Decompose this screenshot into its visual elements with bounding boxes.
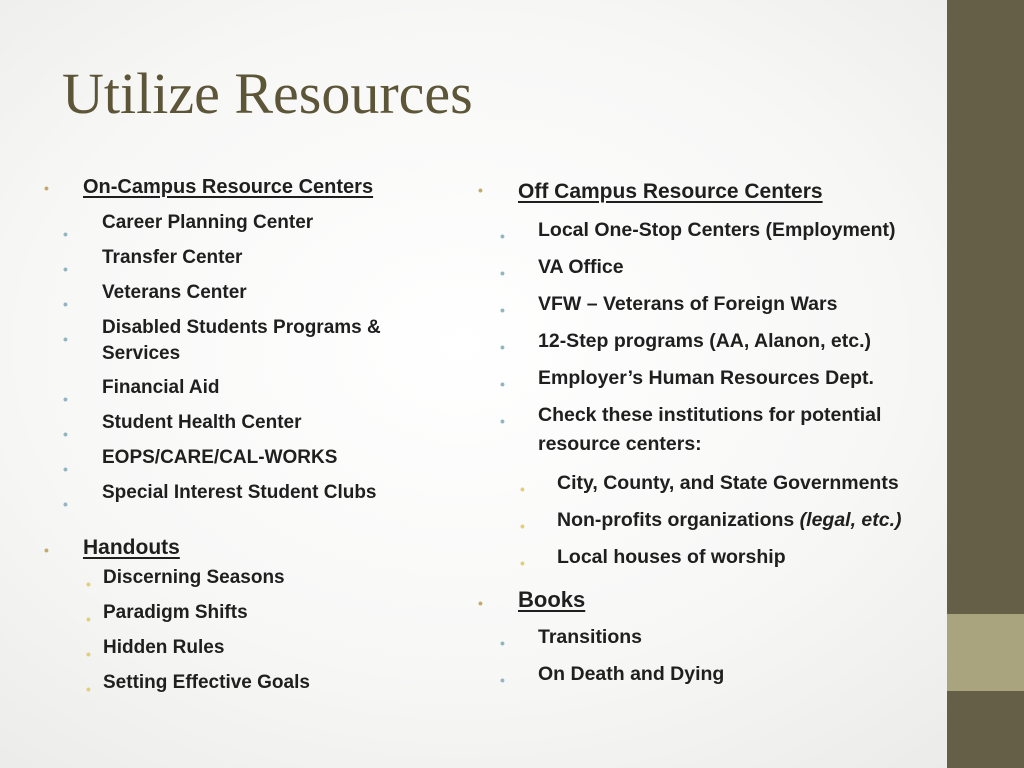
bullet-icon: • [63, 426, 68, 442]
slide-title: Utilize Resources [62, 61, 473, 126]
list-item-text: Check these institutions for potential [538, 404, 882, 426]
list-item-text: On Death and Dying [538, 663, 725, 685]
bullet-icon: • [63, 391, 68, 407]
bullet-icon: • [86, 611, 91, 627]
list-item [478, 663, 958, 711]
list-item-text: Setting Effective Goals [103, 672, 310, 693]
bullet-icon: • [520, 481, 525, 497]
list-item-text: 12-Step programs (AA, Alanon, etc.) [538, 330, 871, 352]
books-heading: Books [518, 587, 586, 612]
list-item-text: Disabled Students Programs & [102, 317, 381, 338]
list-item-text: Career Planning Center [102, 212, 314, 233]
list-item-text: Veterans Center [102, 282, 247, 303]
list-item-text-continued: Services [102, 343, 181, 364]
bullet-icon: • [520, 555, 525, 571]
list-item-text: Transitions [538, 626, 643, 648]
on-campus-heading: On-Campus Resource Centers [83, 176, 374, 198]
right-column [478, 180, 958, 711]
list-item-text: Student Health Center [102, 412, 302, 433]
list-item-text: Hidden Rules [103, 637, 225, 658]
list-item-text: VFW – Veterans of Foreign Wars [538, 293, 838, 315]
list-item-text: Paradigm Shifts [103, 602, 248, 623]
list-item-text: Financial Aid [102, 377, 220, 398]
list-item-text: Local houses of worship [557, 546, 786, 568]
list-item-text-italic: (legal, etc.) [799, 509, 902, 531]
bullet-icon: • [44, 180, 49, 196]
bullet-icon: • [86, 576, 91, 592]
bullet-icon: • [63, 331, 68, 347]
bullet-icon: • [500, 635, 505, 651]
list-item-text: VA Office [538, 256, 624, 278]
list-item-text: Employer’s Human Resources Dept. [538, 367, 874, 389]
list-item-text [557, 509, 902, 532]
bullet-icon: • [500, 672, 505, 688]
bullet-icon: • [63, 261, 68, 277]
bullet-icon: • [478, 182, 483, 198]
left-column [44, 176, 444, 718]
bullet-icon: • [500, 339, 505, 355]
list-item-text: Transfer Center [102, 247, 243, 268]
bullet-icon: • [63, 296, 68, 312]
list-item-text: Discerning Seasons [103, 567, 285, 588]
bullet-icon: • [44, 542, 49, 558]
bullet-icon: • [478, 595, 483, 611]
list-item-text: City, County, and State Governments [557, 472, 899, 494]
off-campus-heading: Off Campus Resource Centers [518, 180, 823, 203]
list-item-text: Special Interest Student Clubs [102, 482, 377, 503]
bullet-icon: • [500, 265, 505, 281]
bullet-icon: • [500, 376, 505, 392]
bullet-icon: • [63, 226, 68, 242]
side-accent-block [947, 614, 1024, 691]
bullet-icon: • [500, 413, 505, 429]
list-item-text: EOPS/CARE/CAL-WORKS [102, 447, 338, 468]
bullet-icon: • [520, 518, 525, 534]
bullet-icon: • [500, 228, 505, 244]
bullet-icon: • [86, 681, 91, 697]
bullet-icon: • [63, 461, 68, 477]
bullet-icon: • [86, 646, 91, 662]
handouts-heading: Handouts [83, 536, 180, 559]
list-item [44, 672, 444, 718]
list-item-text-continued: resource centers: [538, 433, 702, 455]
list-item-text-main: Non-profits organizations [557, 509, 800, 531]
list-item-text: Local One-Stop Centers (Employment) [538, 219, 896, 241]
list-item [44, 482, 444, 542]
bullet-icon: • [500, 302, 505, 318]
bullet-icon: • [63, 496, 68, 512]
